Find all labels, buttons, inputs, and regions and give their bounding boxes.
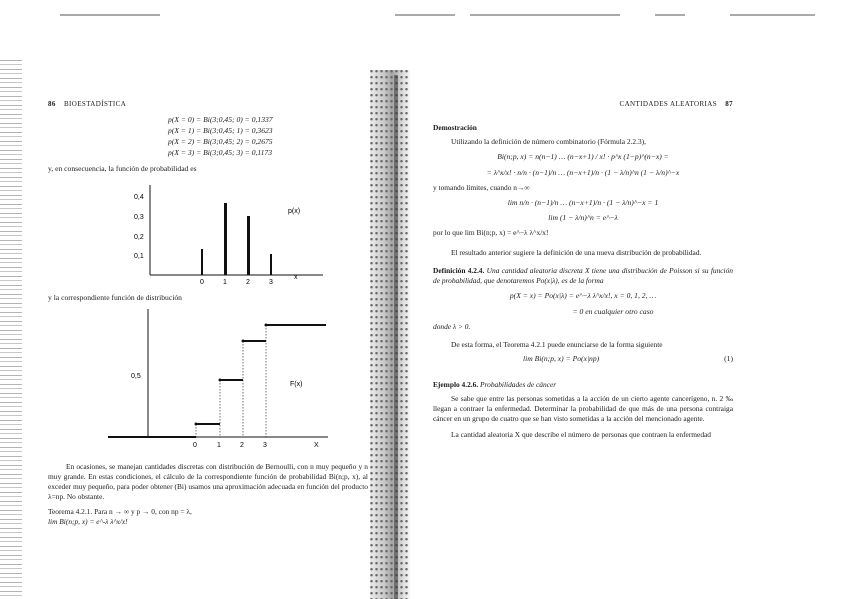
x-axis-label: x xyxy=(294,273,298,281)
y-tick-label: 0,4 xyxy=(134,193,144,201)
section-title: Demostración xyxy=(433,123,477,133)
distribution-chart xyxy=(48,304,368,458)
paragraph: El resultado anterior sugiere la definición de una nueva distribución de probabilidad. xyxy=(451,248,702,258)
x-tick-label: 3 xyxy=(269,278,273,285)
paragraph: por lo que lim Bi(n;p, x) = e^−λ λ^x/x! xyxy=(433,228,549,238)
theorem: Teorema 4.2.1. Para n → ∞ y p → 0, con np = λ, xyxy=(48,507,192,517)
paragraph: y la correspondiente función de distribución xyxy=(48,293,182,303)
equation: lim Bi(n;p, x) = Po(x|np) xyxy=(523,353,600,363)
y-tick-label: 0,2 xyxy=(134,233,144,241)
x-tick-label: 2 xyxy=(240,441,244,449)
book-spine xyxy=(370,70,410,599)
x-tick-label: 2 xyxy=(246,278,250,285)
example-title: Probabilidades de cáncer xyxy=(480,380,557,390)
equation: lim n/n · (n−1)/n … (n−x+1)/n · (1 − λ/n)^−x = 1 xyxy=(507,197,659,207)
equation: Bi(n;p, x) = n(n−1) … (n−x+1) / x! · p^x (1−p)^(n−x) = xyxy=(497,152,669,162)
y-tick-label: 0,1 xyxy=(134,252,144,260)
paragraph: y, en consecuencia, la función de probabilidad es xyxy=(48,164,197,174)
theorem-formula: lim Bi(n;p, x) = e^-λ λ^x/x! xyxy=(48,517,128,527)
running-head-right xyxy=(433,100,733,109)
paragraph: y tomando límites, cuando n→∞ xyxy=(433,182,530,192)
equation: p(X = 1) = Bi(3;0,45; 1) = 0,3623 xyxy=(168,126,273,136)
bar-x0 xyxy=(201,249,203,275)
page-edge-shadow xyxy=(0,60,22,599)
page-number: 87 xyxy=(725,100,733,108)
paragraph: Se sabe que entre las personas sometidas a la acción de un cierto agente cancerígeno, n. 2 ‰ llegan a contraer la enfermedad. Determinar la probabilidad de que más de una persona contraiga cáncer en un grupo de cuatro que se han visto sometidas a la acción del mencionado agente. xyxy=(433,394,733,423)
equation: = λ^x/x! · n/n · (n−1)/n … (n−x+1)/n · (1 − λ/n)^n (1 − λ/n)^−x xyxy=(486,167,680,177)
probability-chart xyxy=(48,175,368,289)
equation: lim (1 − λ/n)^n = e^−λ xyxy=(548,213,618,223)
example-label: Ejemplo 4.2.6. xyxy=(433,380,479,390)
scan-smudge xyxy=(395,14,455,16)
equation: p(X = 3) = Bi(3;0,45; 3) = 0,1173 xyxy=(168,148,273,158)
running-head-title: CANTIDADES ALEATORIAS xyxy=(619,100,718,108)
scan-smudge xyxy=(655,14,685,16)
paragraph: De esta forma, el Teorema 4.2.1 puede enunciarse de la forma siguiente xyxy=(451,339,663,349)
right-page xyxy=(433,100,733,590)
series-label: p(x) xyxy=(288,207,301,215)
x-tick-label: 0 xyxy=(193,441,197,449)
series-label: F(x) xyxy=(290,380,303,388)
x-axis-label: X xyxy=(314,441,319,449)
equation-number: (1) xyxy=(724,353,733,363)
scan-smudge xyxy=(470,14,620,16)
equation: p(X = 0) = Bi(3;0,45; 0) = 0,1337 xyxy=(168,115,273,125)
page-number: 86 xyxy=(48,100,56,108)
definition-label: Definición 4.2.4. xyxy=(433,266,485,276)
y-tick-label: 0,3 xyxy=(134,213,144,221)
scan-smudge xyxy=(60,14,160,16)
paragraph: donde λ > 0. xyxy=(433,321,471,331)
definition-text: Una cantidad aleatoria discreta X tiene una distribución de Poisson si su función de probabilidad, que denotaremos Po(x|λ), es de la forma xyxy=(433,266,733,286)
bar-x2 xyxy=(247,216,250,275)
scan-smudge xyxy=(730,14,815,16)
x-tick-label: 1 xyxy=(223,278,227,285)
equation-row xyxy=(433,354,733,364)
paragraph: La cantidad aleatoria X que describe el número de personas que contraen la enfermedad xyxy=(451,429,711,439)
x-tick-label: 1 xyxy=(217,441,221,449)
left-page xyxy=(48,100,368,590)
equation: p(X = 2) = Bi(3;0,45; 2) = 0,2675 xyxy=(168,137,273,147)
paragraph: En ocasiones, se manejan cantidades discretas con distribución de Bernoulli, con n muy pequeño y n muy grande. En estas condiciones, el cálculo de la correspondiente función de probabilidad Bi(n;p, x), al exceder muy pequeño, para poder obtener (Bi) usamos una aproximación adecuada en función del producto λ=np. No obstante. xyxy=(48,462,368,502)
example-heading xyxy=(433,380,733,390)
book-spine-fold xyxy=(394,75,398,599)
y-tick-label: 0,5 xyxy=(131,372,141,380)
equation-block xyxy=(168,115,368,159)
running-head-title: BIOESTADÍSTICA xyxy=(63,100,127,108)
equation: = 0 en cualquier otro caso xyxy=(572,306,654,316)
bar-x1 xyxy=(224,203,227,275)
running-head-left xyxy=(48,100,368,109)
x-tick-label: 0 xyxy=(200,278,204,285)
definition xyxy=(433,266,733,286)
equation: p(X = x) = Po(x|λ) = e^−λ λ^x/x!, x = 0, 1, 2, … xyxy=(509,291,657,301)
x-tick-label: 3 xyxy=(263,441,267,449)
paragraph: Utilizando la definición de número combinatorio (Fórmula 2.2.3), xyxy=(451,137,646,147)
bar-x3 xyxy=(270,254,272,275)
